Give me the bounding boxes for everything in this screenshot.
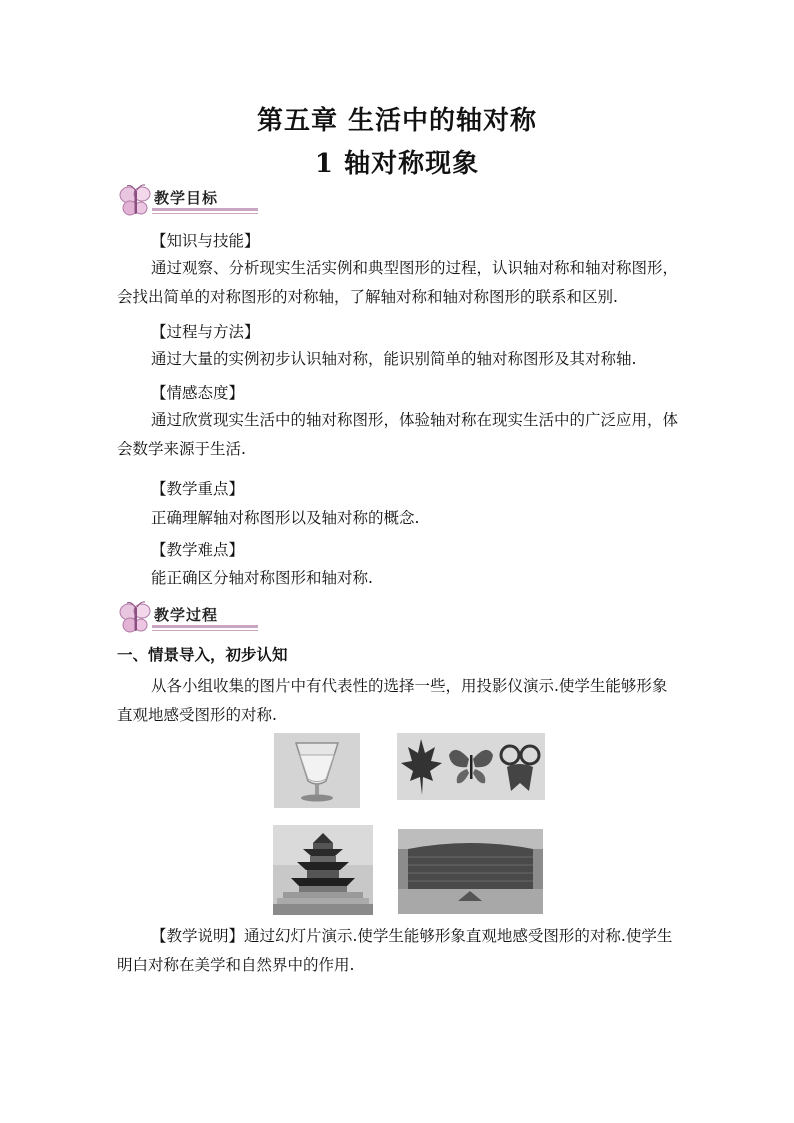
symmetry-shapes-image xyxy=(397,733,545,800)
teaching-note: 【教学说明】通过幻灯片演示.使学生能够形象直观地感受图形的对称.使学生明白对称在美学和自然界中的作用. xyxy=(117,927,673,974)
attitude-text: 通过欣赏现实生活中的轴对称图形，体验轴对称在现实生活中的广泛应用，体会数学来源于生活. xyxy=(117,411,679,458)
butterfly-icon xyxy=(118,184,154,218)
method-text: 通过大量的实例初步认识轴对称，能识别简单的轴对称图形及其对称轴. xyxy=(151,350,637,368)
lesson-title: 1 轴对称现象 xyxy=(314,149,480,179)
difficult-point-label: 【教学难点】 xyxy=(151,541,245,559)
section-text: 从各小组收集的图片中有代表性的选择一些，用投影仪演示.使学生能够形象直观地感受图形的对称. xyxy=(117,677,668,724)
difficult-point-text: 能正确区分轴对称图形和轴对称. xyxy=(151,569,373,587)
knowledge-label: 【知识与技能】 xyxy=(151,232,260,250)
butterfly-icon xyxy=(118,601,154,635)
section-badge-goals xyxy=(118,184,258,218)
temple-of-heaven-image xyxy=(273,825,373,915)
key-point-label: 【教学重点】 xyxy=(151,480,245,498)
badge-label: 教学目标 xyxy=(154,189,219,207)
badge-underline xyxy=(152,208,258,211)
section-heading: 一、情景导入，初步认知 xyxy=(117,646,288,664)
method-label: 【过程与方法】 xyxy=(151,323,260,341)
attitude-label: 【情感态度】 xyxy=(151,384,245,402)
badge-label: 教学过程 xyxy=(154,606,219,624)
badge-underline-thin xyxy=(152,630,258,631)
building-image xyxy=(398,829,543,914)
key-point-text: 正确理解轴对称图形以及轴对称的概念. xyxy=(151,509,420,527)
section-badge-process xyxy=(118,601,258,635)
badge-underline xyxy=(152,625,258,628)
chapter-title: 第五章 生活中的轴对称 xyxy=(256,106,538,136)
knowledge-text: 通过观察、分析现实生活实例和典型图形的过程，认识轴对称和轴对称图形，会找出简单的对称图形的对称轴，了解轴对称和轴对称图形的联系和区别. xyxy=(117,259,679,306)
glass-image xyxy=(274,733,360,808)
badge-underline-thin xyxy=(152,213,258,214)
